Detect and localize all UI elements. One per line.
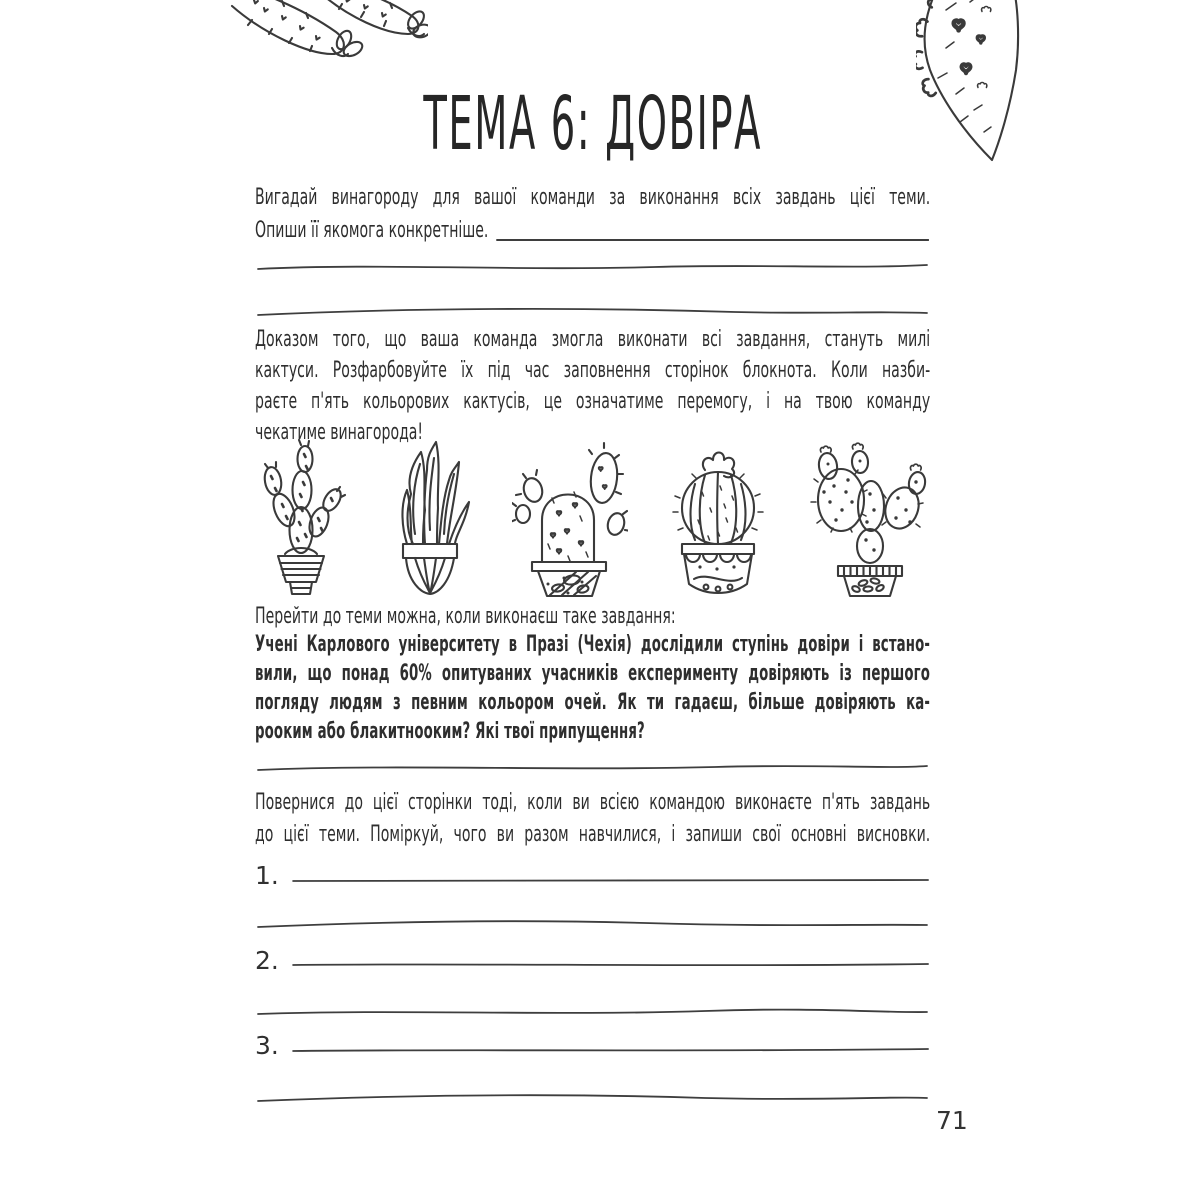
round-cactus-with-pups-icon: [512, 436, 628, 598]
note-line: чекатиме винагорода!: [255, 420, 424, 445]
writing-line: [291, 1043, 930, 1055]
task-line: Учені Карлового університету в Празі (Чехія) дослідили ступінь довіри і встано-: [255, 632, 931, 657]
conclusion-number: 3.: [255, 1031, 279, 1060]
task-line: погляду людям з певним кольором очей. Як ти гадаєш, більше довіряють ка-: [255, 690, 931, 715]
section-divider-line: [255, 760, 930, 776]
page-title-wrap: [255, 81, 930, 167]
prickly-pear-doodle-top-left-icon: [224, 0, 428, 76]
note-line: раєте п'ять кольорових кактусів, це означатиме перемогу, і на твою команду: [255, 389, 931, 414]
note-line: Доказом того, що ваша команда змогла виконати всі завдання, стануть милі: [255, 327, 931, 352]
task-line: вили, що понад 60% опитуваних учасників експерименту довіряють із першого: [255, 661, 931, 686]
conclusion-row-1: [255, 860, 930, 890]
intro-line: Вигадай винагороду для вашої команди за виконання всіх завдань цієї теми.: [255, 185, 931, 210]
writing-line: [255, 916, 930, 932]
intro-line: Опиши її якомога конкретніше.: [255, 218, 489, 243]
outro-paragraph: [255, 787, 930, 851]
writing-line: [255, 303, 930, 319]
conclusion-number: 1.: [255, 861, 279, 890]
cactus-note-paragraph: [255, 324, 930, 448]
conclusion-number: 2.: [255, 946, 279, 975]
task-line: рооким або блакитнооким? Які твої припущення?: [255, 719, 645, 744]
conclusion-row-2: [255, 945, 930, 975]
task-intro: [255, 600, 930, 633]
intro-paragraph: [255, 181, 930, 247]
writing-line: [255, 259, 930, 275]
snake-plant-icon: [381, 436, 477, 598]
writing-line: [291, 873, 930, 885]
writing-line: [291, 958, 930, 970]
page-number: 71: [936, 1106, 968, 1135]
cacti-row: [255, 436, 930, 598]
prickly-pear-with-flowers-icon: [808, 436, 930, 598]
outro-line: Повернися до цієї сторінки тоді, коли ви всією командою виконаєте п'ять завдань: [255, 790, 931, 815]
outro-line: до цієї теми. Поміркуй, чого ви разом навчилися, і запиши свої основні висновки.: [255, 822, 931, 847]
barrel-cactus-with-flower-icon: [662, 436, 774, 598]
task-bold-paragraph: [255, 630, 930, 746]
writing-line: [255, 1004, 930, 1020]
answer-underline: [496, 239, 929, 241]
page-title: ТЕМА 6: ДОВІРА: [423, 81, 762, 167]
note-line: кактуси. Розфарбовуйте їх під час заповнення сторінок блокнота. Коли назби-: [255, 358, 931, 383]
conclusion-row-3: [255, 1030, 930, 1060]
cactus-prickly-pear-icon: [255, 436, 347, 598]
task-intro-line: Перейти до теми можна, коли виконаєш таке завдання:: [255, 604, 676, 629]
writing-line: [255, 1089, 930, 1105]
round-cactus-doodle-top-right-icon: [916, 0, 1034, 182]
